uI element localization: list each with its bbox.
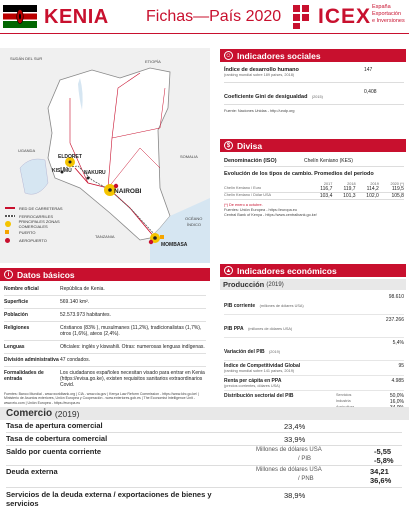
basic-row-population: Población 52.573.973 habitantes. — [4, 309, 206, 322]
trade-row-current-account: Saldo por cuenta corriente Millones de dólares USA / PIB -5,55 -5,8% — [6, 447, 402, 466]
currency-eur-row: Chelín Keniano / Euro 116,7 119,7 114,2 119,5 — [224, 186, 404, 192]
production-subhead: Producción (2019) — [220, 279, 406, 290]
icex-logo-icon — [292, 4, 314, 30]
page-header — [0, 0, 409, 34]
trade-title: Comercio (2019) — [0, 407, 409, 420]
series-title: Fichas—País 2020 — [146, 8, 282, 25]
legend-port: PUERTO — [5, 228, 85, 236]
city-eldoret: ELDORET — [58, 154, 82, 160]
basic-row-religions: Religiones Cristianos (83% ), musulmanes (11,2%), tradicionalistas (1,7%), otros (1,6%), ateos (2,4%). — [4, 322, 206, 341]
map-label-south-sudan: SUDÁN DEL SUR — [10, 56, 43, 61]
econ-row-gdp-ppp: PIB PPA (millones de dólares USA) 237.266 — [224, 315, 404, 338]
map-label-ocean-2: ÍNDICO — [187, 222, 201, 227]
currency-evolution-label: Evolución de los tipos de cambio. Promedios del periodo — [224, 171, 374, 177]
basic-row-division: División administrativa 47 condados. — [4, 354, 206, 367]
basic-row-name: Nombre oficial República de Kenia. — [4, 283, 206, 296]
economic-indicators-title: ▲ Indicadores económicos — [220, 264, 406, 277]
legend-rail: FERROCARRILES — [5, 212, 85, 220]
legend-zones: PRINCIPALES ZONAS COMERCIALES — [5, 220, 85, 228]
trade-row-openness: Tasa de apertura comercial 23,4% — [6, 421, 402, 433]
icex-tagline-3: e Inversiones — [372, 18, 405, 24]
trade-row-external-debt: Deuda externa Millones de dólares USA / PNB 34,21 36,6% — [6, 467, 402, 488]
icex-tagline — [372, 4, 405, 25]
gini-row: Coeficiente Gini de desigualdad (2015) 0,408 — [224, 89, 404, 105]
basic-data-source: Fuentes: Banco Mundial - www.worldbank.org | CIA - www.cia.gov | Kenya Law Reform Commission - https://www.klrc.go.ke/ | Ministerio de Asuntos exteriores, Unión Europea y Cooperación - www.exteriores.gob.es | The Economist Intelligence Unit - www.eiu.com | Unión Europea - https://europa.eu — [4, 392, 199, 405]
chart-icon: ▲ — [225, 267, 232, 274]
city-nakuru: NAKURU — [84, 170, 106, 176]
econ-row-competitiveness: Índice de Competitividad Global (ranking mundial sobre 141 países, 2019) 95 — [224, 361, 404, 376]
city-nairobi: NAIROBI — [114, 188, 142, 195]
basic-data-title: i Datos básicos — [0, 268, 210, 281]
basic-data-section — [0, 268, 210, 405]
legend-airport: AEROPUERTO — [5, 236, 85, 244]
kenya-flag-icon — [3, 5, 37, 28]
social-indicators-title: ☺ Indicadores sociales — [220, 49, 406, 62]
trade-row-coverage: Tasa de cobertura comercial 33,9% — [6, 434, 402, 446]
map-label-somalia: SOMALIA — [180, 154, 198, 159]
currency-denom-row: Denominación (ISO) Chelín Keniano (KES) — [224, 156, 404, 167]
info-icon: i — [4, 270, 13, 279]
icex-tagline-1: España — [372, 4, 391, 10]
currency-source-1: Fuentes: Unión Europea - https://europa.eu — [224, 208, 298, 212]
econ-row-sector-distribution: Distribución sectorial del PIB Servicios 50,0% Industria 16,0% — [224, 393, 404, 405]
money-icon: $ — [224, 141, 233, 150]
map-legend — [5, 204, 85, 244]
currency-years-row: 2017 2018 2019 2020 (*) — [323, 182, 404, 186]
currency-title: $ Divisa — [220, 139, 406, 152]
city-kisumu: KISUMU — [52, 168, 72, 174]
basic-row-entry: Formalidades de entrada Los ciudadanos españoles necesitan visado para entrar en Kenia (https://evisa.go.ke), existen requisitos sanitarios extraordinarios Covid. — [4, 370, 205, 388]
social-source: Fuente: Naciones Unidas - http://undp.org — [224, 109, 295, 113]
econ-row-gdp: PIB corriente (millones de dólares USA) 98.610 — [224, 292, 404, 315]
map-label-uganda: UGANDA — [18, 148, 36, 153]
currency-section — [220, 139, 406, 218]
icex-tagline-2: Exportación — [372, 11, 402, 17]
currency-source-2: Central Bank of Kenya - https://www.centralbank.go.ke/ — [224, 213, 317, 217]
econ-row-income: Renta per cápita en PPA (precios corrientes, dólares USA) 4.985 — [224, 376, 404, 391]
currency-usd-row: Chelín Keniano / Dólar USA 103,4 101,3 102,0 105,8 — [224, 193, 404, 199]
currency-note: (*) De enero a octubre. — [224, 203, 263, 207]
city-mombasa: MOMBASA — [161, 242, 188, 248]
map-label-ethiopia: ETIOPÍA — [145, 59, 161, 64]
trade-row-debt-service: Servicios de la deuda externa / exportaciones de bienes y servicios 38,9% — [6, 490, 306, 508]
basic-row-area: Superficie 569.140 km². — [4, 296, 206, 309]
legend-roads: RED DE CARRETERAS — [5, 204, 85, 212]
basic-row-languages: Lenguas Oficiales: inglés y kiswahili. Otras: numerosas lenguas indígenas. — [4, 341, 206, 354]
map-label-ocean-1: OCÉANO — [185, 216, 203, 221]
people-icon: ☺ — [225, 52, 232, 59]
country-name: KENIA — [44, 6, 109, 28]
econ-row-gdp-var: Variación del PIB (2019) 5,4% — [224, 338, 404, 361]
hdi-row: Índice de desarrollo humano (ranking mundial sobre 189 países, 2018) 147 — [224, 67, 404, 83]
social-indicators-section — [220, 49, 406, 114]
map-label-tanzania: TANZANIA — [95, 234, 115, 239]
header-divider — [0, 33, 409, 34]
icex-brand: ICEX — [318, 5, 372, 28]
